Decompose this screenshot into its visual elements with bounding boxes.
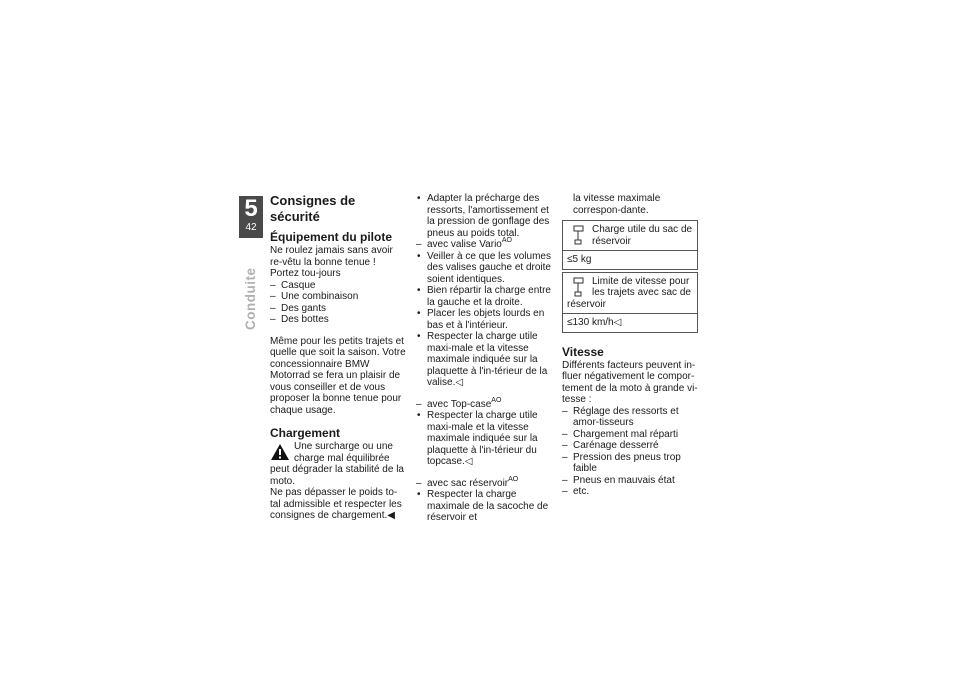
list-item: – Chargement mal réparti: [562, 429, 698, 441]
option-topcase: – avec Top-case$^{AO}$: [416, 399, 552, 411]
equipment-intro: Ne roulez jamais sans avoir re-vêtu la bonne tenue ! Portez tou-jours: [270, 245, 393, 279]
spec-label: Limite de vitesse pour les trajets avec sac de réservoir: [567, 275, 691, 310]
subheading-loading: Chargement: [270, 426, 341, 440]
chapter-title: Conduite: [243, 267, 258, 330]
column-1: [270, 193, 406, 522]
section-heading: Consignes de sécurité: [270, 193, 356, 224]
column-3: [562, 193, 698, 498]
continued-text: la vitesse maximale correspon-dante.: [573, 193, 661, 216]
equipment-paragraph: Même pour les petits trajets et quelle que soit la saison. Votre concessionnaire BMW Motorrad se fera un plaisir de vous conseiller et de vous proposer la bonne tenue pour chaque usage.: [270, 335, 406, 416]
list-item: – Pneus en mauvais état: [562, 475, 698, 487]
ao-marker: AO: [501, 237, 512, 244]
list-item: – Pression des pneus trop faible: [562, 452, 698, 475]
list-item: – Des bottes: [270, 314, 406, 326]
list-item: • Adapter la précharge des ressorts, l'amortissement et la pression de gonflage des pneus au poids total.: [416, 193, 552, 239]
spec-value: ≤130 km/h◁: [567, 317, 622, 328]
list-item: • Respecter la charge utile maxi-male et la vitesse maximale indiquée sur la plaquette à l'in-térieur du topcase.◁: [416, 410, 552, 468]
warning-text-2: Ne pas dépasser le poids to-tal admissible et respecter les consignes de chargement.◀: [270, 487, 402, 521]
list-item: • Veiller à ce que les volumes des valises gauche et droite soient identiques.: [416, 251, 552, 286]
spec-box-load: [562, 220, 698, 270]
tank-bag-icon: [571, 277, 587, 297]
list-item: – Des gants: [270, 303, 406, 315]
page-number: 42: [245, 222, 257, 233]
list-item: – Une combinaison: [270, 291, 406, 303]
spec-value: ≤5 kg: [567, 254, 592, 265]
subheading-speed: Vitesse: [562, 344, 604, 359]
option-vario: – avec valise Vario$^{AO}$: [416, 239, 552, 251]
warning-text: Une surcharge ou une charge mal équilibrée peut dégrader la stabilité de la moto.: [270, 441, 404, 487]
spec-label: Charge utile du sac de réservoir: [592, 224, 693, 247]
list-item: – etc.: [562, 486, 698, 498]
speed-intro: Différents facteurs peuvent in-fluer négativement le compor-tement de la moto à grande vi-tesse :: [562, 359, 698, 405]
ao-marker: AO: [508, 475, 519, 483]
list-item: • Respecter la charge utile maxi-male et la vitesse maximale indiquée sur la plaquette à l'in-térieur de la valise.◁: [416, 331, 552, 389]
ao-marker: AO: [491, 396, 502, 404]
spec-box-speed: [562, 272, 698, 333]
warning-icon: [270, 443, 290, 461]
subheading-equipment: Équipement du pilote: [270, 230, 392, 244]
column-2: [416, 193, 552, 524]
list-item: • Bien répartir la charge entre la gauche et la droite.: [416, 285, 552, 308]
list-item: – Carénage desserré: [562, 440, 698, 452]
list-item: – Réglage des ressorts et amor-tisseurs: [562, 406, 698, 429]
list-item: • Respecter la charge maximale de la sacoche de réservoir et: [416, 489, 552, 524]
tank-bag-icon: [571, 225, 587, 245]
list-item: – Casque: [270, 280, 406, 292]
chapter-tab: [239, 196, 263, 238]
chapter-number: 5: [244, 195, 258, 222]
list-item: • Placer les objets lourds en bas et à l'intérieur.: [416, 308, 552, 331]
option-tank-bag: – avec sac réservoir$^{AO}$: [416, 478, 552, 490]
